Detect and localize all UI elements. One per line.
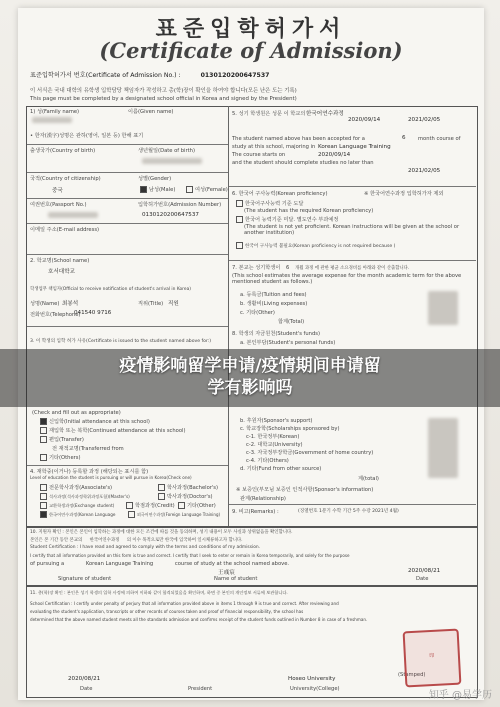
official-label: 학생업무 책임자(Official to receive notification of student's arrival in Korea) (30, 287, 191, 292)
opt-other-label: 기타(Others) (49, 455, 81, 461)
course-starts: The course starts on (232, 152, 286, 158)
accepted-text: The student named above has been accepted for a (232, 136, 365, 142)
headline-line2: 学有影响吗 (207, 378, 293, 398)
rule (27, 326, 228, 327)
cert-number-row (30, 70, 269, 79)
sec11-cert3: determined that the above named student meets all the standards admission and confirms receipt of the student funds outlined in Number 8 in case of a freshman. (30, 617, 368, 622)
passport-label: 여권번호(Passport No.) (30, 202, 87, 208)
note-ko: 이 서식은 국내 대학의 유학생 입학담당 책임자가 작성하고 총(학)장이 확인을 하여야 합니다(모든 난은 도는 기록) (30, 88, 297, 94)
kp3 (236, 242, 395, 249)
sec7-en: (This school estimates the average expense for the month academic term for the above mentioned student as follows.) (232, 273, 462, 285)
lv-doctor-checkbox[interactable] (158, 493, 165, 500)
sec10-line2-pre: 본인은 본 기간 동안 본교의 (30, 538, 83, 543)
sec11-cert2: evaluating the student's application, transcripts or other records of courses taken and proof of financial responsibility, the school has (30, 609, 304, 614)
citizenship-label: 국적(Country of citizenship) (30, 176, 101, 182)
study-text: study at this school, majoring in (232, 144, 316, 150)
month-course: month course of (418, 136, 461, 142)
fund-c4: c-4. 기타(Others) (246, 458, 289, 464)
fee-others: c. 기타(Other) (240, 310, 275, 316)
cert-number-label: 표준입학허가서 번호(Certificate of Admission No.) : (30, 72, 181, 79)
opt-continue (40, 427, 185, 434)
male-checkbox[interactable] (140, 186, 147, 193)
sec5-end: 2021/02/05 (408, 117, 441, 123)
rule (27, 223, 228, 224)
lv-assoc-label: 전문학사과정(Associate's) (49, 485, 113, 491)
lv-foreign-label: 외국어연수과정(Foreign Language Training) (137, 512, 221, 517)
sec10-line2-post: 의 이수 목적으로만 한국에 입국하여 일시체류하고자 합니다. (126, 538, 243, 543)
redacted-funds (428, 418, 458, 478)
lv-assoc-checkbox[interactable] (40, 484, 47, 491)
birth-date-label: 생년월일(Date of birth) (138, 148, 195, 154)
president-label: President (188, 686, 213, 692)
admission-no-value: 0130120200647537 (142, 212, 199, 218)
zhihu-watermark: 知乎 @易学历 (428, 690, 492, 701)
opt-other (40, 454, 81, 461)
fee-total: 합계(Total) (278, 319, 305, 325)
university-seal-stamp (403, 629, 462, 688)
opt-initial-label: 신입학(Initial attendance at this school) (49, 419, 150, 425)
male-label: 남성(Male) (149, 187, 176, 193)
chinese-name-label: • 한자(漢字)성명은 관하(영어, 일본 등) 한해 표기 (30, 133, 144, 139)
fund-c2: c-2. 대학교(University) (246, 442, 303, 448)
complete-text: and the student should complete studies no later than (232, 160, 374, 166)
rule (27, 465, 228, 466)
kp1 (236, 200, 303, 207)
months-value: 6 (402, 135, 406, 141)
lv-others-checkbox[interactable] (178, 502, 185, 509)
name-student-label: Name of student (214, 576, 258, 582)
female-checkbox[interactable] (186, 186, 193, 193)
opt-from: 전 재적교명(Transferred from (52, 446, 124, 452)
sec10-cert-en: Student Certification : I have read and agreed to comply with the terms and conditions of my admission. (30, 545, 261, 550)
sig-student-label: Signature of student (58, 576, 112, 582)
school-name: 호서대학교 (48, 269, 76, 275)
fund-personal: a. 본인부담(Student's personal funds) (240, 340, 336, 346)
email-label: 이메일 주소(E-mail address) (30, 227, 100, 233)
official-title: 직원 (168, 301, 179, 307)
lv-credit-label: 학점과정(Credit) (135, 503, 175, 509)
redacted-fees (428, 291, 458, 325)
lv-bach-label: 학사과정(Bachelor's) (167, 485, 219, 491)
opt-transfer (40, 436, 84, 443)
university-label: University(College) (290, 686, 340, 692)
sec10-line2 (30, 537, 243, 543)
fund-c1: c-1. 한국정부(Korean) (246, 434, 300, 440)
official-tel-label: 전화번호(Telephone) (30, 312, 81, 318)
sponsor-info: ※ 보증인(부모님 보증인 인적사항(Sponsor's information) (236, 487, 374, 493)
lv-master (40, 493, 130, 500)
sec5-start: 2020/09/14 (348, 117, 381, 123)
sec8-label: 8. 학생의 자금원천(Student's funds) (232, 331, 320, 337)
kp1-checkbox[interactable] (236, 200, 243, 207)
sec10-label: 10. 지원자 확인 : 본인은 본인이 입학하는 과정에 대한 모든 조건에 따를 것을 동의하며, 성기 내용이 모두 사실과 상위없음을 확인합니다. (30, 530, 293, 535)
note-en: This page must be completed by a designated school official in Korea and signed by the President) (30, 96, 297, 102)
sec10-pursuing (30, 561, 289, 567)
headline-line1: 疫情影响留学申请/疫情期间申请留 (119, 356, 381, 376)
redacted-passport (48, 212, 98, 218)
fund-sponsor: b. 후원자(Sponsor's support) (240, 418, 313, 424)
kp1-en: (The student has the required Korean proficiency) (244, 208, 374, 214)
lv-others-label: 기타(Other) (187, 503, 216, 509)
remarks-label: 9. 비고(Remarks) : (232, 509, 279, 515)
sec3-check-label: (Check and fill out as appropriate) (32, 410, 121, 416)
date-student-label: Date (416, 576, 429, 582)
kp2-en: (The student is not yet proficient. Korean instructions will be given at the school or another institution) (244, 224, 460, 236)
lv-korean-checkbox[interactable] (40, 511, 47, 518)
sec11-label: 11. 총(학)장 확인 : 본인은 성기 학생의 입학 사정에 의하여 이하와 같이 합격되었음을 확인하며, 하면 중 본인의 개인정보 서류에 보관합니다. (30, 590, 288, 595)
lv-foreign (128, 511, 220, 518)
kp3-label: 한국어 구사능력 불필요(Korean proficiency is not required because ) (245, 244, 396, 249)
sec4-sub: Level of education the student is pursuing or will pursue in Korea(Check one) (30, 475, 192, 480)
university-value: Hoseo University (288, 676, 336, 682)
redacted-family-name (32, 117, 72, 123)
family-name-label: 1) 성(Family name) (30, 109, 80, 115)
admission-no-label: 입학허가번호(Admission Number) (138, 202, 222, 208)
sec7-text: 개월 과정 에 관한 평균 소요경비를 아래와 같이 산출합니다. (294, 266, 410, 271)
official-tel: 041540 9716 (74, 310, 112, 316)
rule (27, 198, 228, 199)
kp2-label: 한국어 능력기준 미달. 별도연수 부과예정 (245, 217, 339, 223)
lv-master-label: 석사과정(석사과정학위과정포함)(Master's) (49, 494, 130, 499)
kp1-label: 한국어구사능력 기준 도달 (245, 201, 304, 207)
birth-country-label: 출생국가(Country of birth) (30, 148, 96, 154)
sec11-cert: School Certification : I certify under penalty of perjury that all information provided above in items 1 through 9 is true and correct. After reviewing and (30, 601, 339, 606)
sec10-pursuing-label: of pursuing a (30, 561, 65, 567)
kp3-checkbox[interactable] (236, 242, 243, 249)
rule (27, 144, 228, 145)
sec7-label-text: 7. 본교는 성기학생이 (232, 265, 281, 271)
redacted-birth (142, 158, 202, 164)
student-date-value: 2020/08/21 (408, 568, 441, 574)
opt-transfer-checkbox[interactable] (40, 436, 47, 443)
lv-foreign-checkbox[interactable] (128, 511, 135, 518)
fund-other: d. 기타(Fund from other source) (240, 466, 322, 472)
school-date-value: 2020/08/21 (68, 676, 101, 682)
fee-living: b. 생활비(Living expenses) (240, 301, 308, 307)
fee-tuition: a. 등록금(Tuition and fees) (240, 292, 307, 298)
fund-c3: c-3. 자국정부장학금(Government of home country) (246, 450, 374, 456)
sec6-label: 6. 한국어 구사능력(Korean proficiency) (232, 191, 328, 197)
lv-master-checkbox[interactable] (40, 493, 47, 500)
rule (229, 260, 476, 261)
school-label: 2. 학교명(School name) (30, 258, 90, 264)
opt-initial-checkbox[interactable] (40, 418, 47, 425)
sec7-label (232, 264, 409, 271)
sponsor-rel: 관계(Relationship) (240, 496, 286, 502)
female-option (186, 186, 228, 193)
starts-on: 2020/09/14 (318, 152, 351, 158)
lv-doctor-label: 박사과정(Doctor's) (167, 494, 213, 500)
rule (229, 504, 476, 505)
kp2 (236, 216, 338, 223)
lv-others (178, 502, 216, 509)
sec7-months: 6 (286, 265, 290, 271)
remarks-value: (징열번호 1분기 수학 기간 5주 수강 2021년 4월) (298, 509, 399, 514)
citizenship-value: 중국 (52, 188, 63, 194)
lv-bach (158, 484, 218, 491)
school-date-label: Date (80, 686, 93, 692)
stamped-label: (Stamped) (398, 672, 426, 678)
opt-continue-label: 재입학 또는 복학(Continued attendance at this school) (49, 428, 186, 434)
opt-other-checkbox[interactable] (40, 454, 47, 461)
sec5-label: 5. 성기 학생원은 성문 이 학교의 (232, 111, 306, 117)
headline-text (0, 355, 500, 399)
lv-bach-checkbox[interactable] (158, 484, 165, 491)
lv-korean-label: 한국어연수과정(Korean Language (49, 512, 116, 517)
sec10-course-post: course of study at the school named above. (174, 561, 290, 567)
complete-by: 2021/02/05 (408, 168, 441, 174)
opt-continue-checkbox[interactable] (40, 427, 47, 434)
sec4-label: 4. 재학중(이거나) 등록할 과정 (해당되는 표시를 함) (30, 469, 149, 475)
student-name-value: 王彧宸 (218, 570, 235, 576)
fund-total: 계(total) (358, 476, 379, 482)
column-divider (228, 106, 229, 526)
doc-title-ko: 표준입학허가서 (155, 17, 347, 42)
opt-initial (40, 418, 150, 425)
lv-assoc (40, 484, 112, 491)
given-name-label: 이름(Given name) (128, 109, 174, 115)
male-option (140, 186, 175, 193)
sec3-label: 3. 이 학생의 입학 허가 사유(Certificate is issued to the student named above for:) (30, 339, 212, 344)
lv-credit-checkbox[interactable] (126, 502, 133, 509)
sec5-program: 한국어연수과정 (306, 111, 344, 117)
lv-credit (126, 502, 175, 509)
lv-doctor (158, 493, 213, 500)
fund-school: c. 학교장학(Scholarships sponsored by) (240, 426, 340, 432)
seal-text-icon: 印 (429, 652, 435, 660)
sex-label: 성별(Gender) (138, 176, 172, 182)
kp2-checkbox[interactable] (236, 216, 243, 223)
official-title-label: 직위(Title) (138, 301, 164, 307)
sec10-cert-en2: I certify that all information provided on this form is true and correct. I certify that I seek to enter or remain in Korea temporarily, and solely for the purpose (30, 553, 350, 558)
lv-exchange-checkbox[interactable] (40, 502, 47, 509)
female-label: 여성(Female) (195, 187, 228, 193)
lv-exchange (40, 502, 114, 509)
rule (27, 172, 228, 173)
major-value: Korean Language Training (318, 144, 391, 150)
sec10-course: Korean Language Training (85, 561, 154, 567)
rule (229, 186, 476, 187)
sec6-sub: ※ 한국어연수과정 입학허가자 제외 (364, 191, 444, 197)
official-name: 최봉석 (62, 301, 79, 307)
opt-transfer-label: 편입(Transfer) (49, 437, 84, 443)
official-name-label: 성명(Name) (30, 301, 60, 307)
sec10-program: 한국어연수과정 (89, 538, 120, 543)
lv-exchange-label: 교환학생과정(Exchange student) (49, 503, 115, 508)
rule (27, 254, 228, 255)
lv-korean (40, 511, 115, 518)
doc-title-en: (Certificate of Admission) (99, 38, 403, 63)
cert-number: 0130120200647537 (200, 72, 270, 79)
